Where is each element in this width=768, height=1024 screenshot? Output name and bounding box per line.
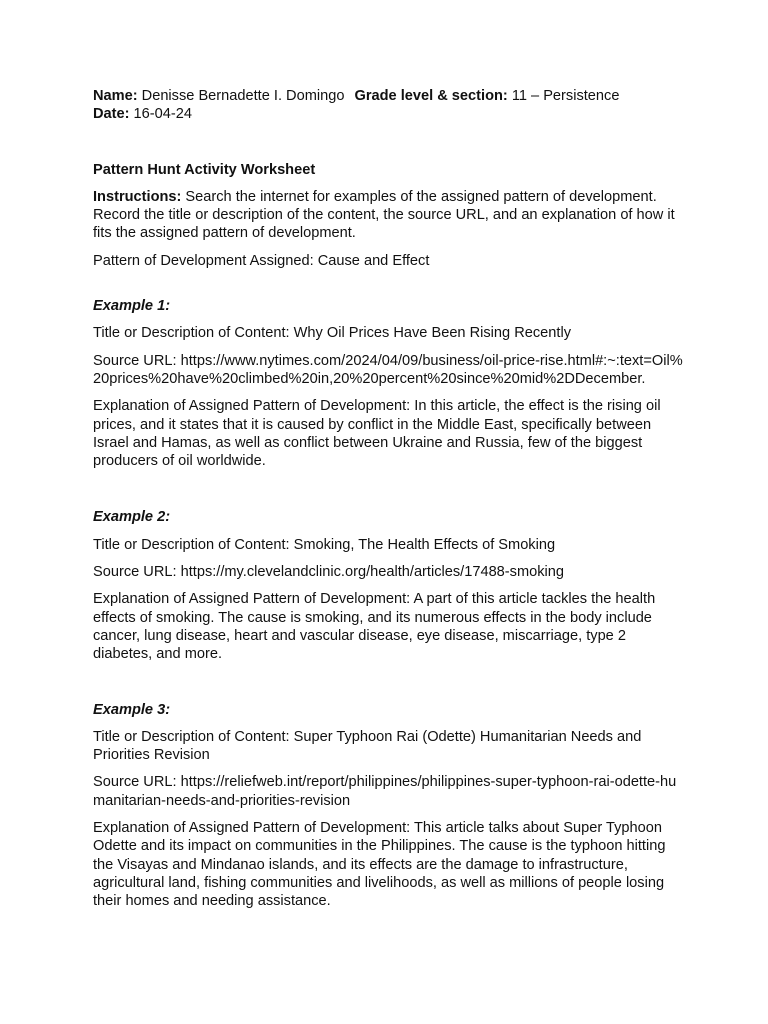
example-heading: Example 2:	[93, 509, 171, 526]
date-value: 16-04-24	[129, 106, 192, 123]
example-heading: Example 1:	[93, 298, 171, 315]
date-line	[93, 105, 683, 123]
example-source-url: Source URL: https://my.clevelandclinic.org/health/articles/17488-smoking	[93, 564, 565, 581]
date-label: Date:	[93, 106, 130, 123]
example-explanation: Explanation of Assigned Pattern of Development: In this article, the effect is the rising oil prices, and it states that it is caused by conflict in the Middle East, specifically between Israel and Hamas, as well as conflict between Ukraine and Russia, few of the biggest producers of oil worldwide.	[93, 398, 661, 470]
example-2	[93, 508, 683, 663]
example-title: Title or Description of Content: Super Typhoon Rai (Odette) Humanitarian Needs and Priorities Revision	[93, 728, 642, 764]
example-title: Title or Description of Content: Why Oil Prices Have Been Rising Recently	[93, 325, 571, 342]
example-1	[93, 297, 683, 470]
example-source-url: Source URL: https://www.nytimes.com/2024/04/09/business/oil-price-rise.html#:~:text=Oil%20prices%20have%20climbed%20in,20%20percent%20since%20mid%2DDecember.	[93, 352, 683, 387]
name-label: Name:	[93, 88, 138, 104]
pattern-assigned: Pattern of Development Assigned: Cause and Effect	[93, 252, 430, 269]
example-source-url: Source URL: https://reliefweb.int/report/philippines/philippines-super-typhoon-rai-odette-humanitarian-needs-and-priorities-revision	[93, 774, 677, 809]
worksheet-title: Pattern Hunt Activity Worksheet	[93, 161, 316, 178]
example-explanation: Explanation of Assigned Pattern of Development: A part of this article tackles the health effects of smoking. The cause is smoking, and its numerous effects in the body include cancer, lung disease, heart and vascular disease, eye disease, miscarriage, type 2 diabetes, and more.	[93, 591, 656, 663]
instructions	[93, 188, 683, 243]
instructions-label: Instructions:	[93, 188, 182, 205]
instructions-text: Search the internet for examples of the assigned pattern of development. Record the title or description of the content, the source URL, and an explanation of how it fits the assigned pattern of development.	[93, 188, 675, 242]
grade-value: 11 – Persistence	[507, 88, 620, 104]
name-value: Denisse Bernadette I. Domingo	[137, 88, 345, 104]
example-heading: Example 3:	[93, 701, 171, 718]
grade-label: Grade level & section:	[354, 88, 508, 104]
document-page	[93, 87, 683, 911]
header-block	[93, 87, 683, 124]
name-grade-line	[93, 87, 683, 105]
example-3	[93, 701, 683, 911]
example-title: Title or Description of Content: Smoking, The Health Effects of Smoking	[93, 536, 556, 553]
example-explanation: Explanation of Assigned Pattern of Development: This article talks about Super Typhoon Odette and its impact on communities in the Philippines. The cause is the typhoon hitting the Visayas and Mindanao islands, and its effects are the damage to infrastructure, agricultural land, fishing communities and livelihoods, as well as millions of people losing their homes and needing assistance.	[93, 820, 666, 910]
